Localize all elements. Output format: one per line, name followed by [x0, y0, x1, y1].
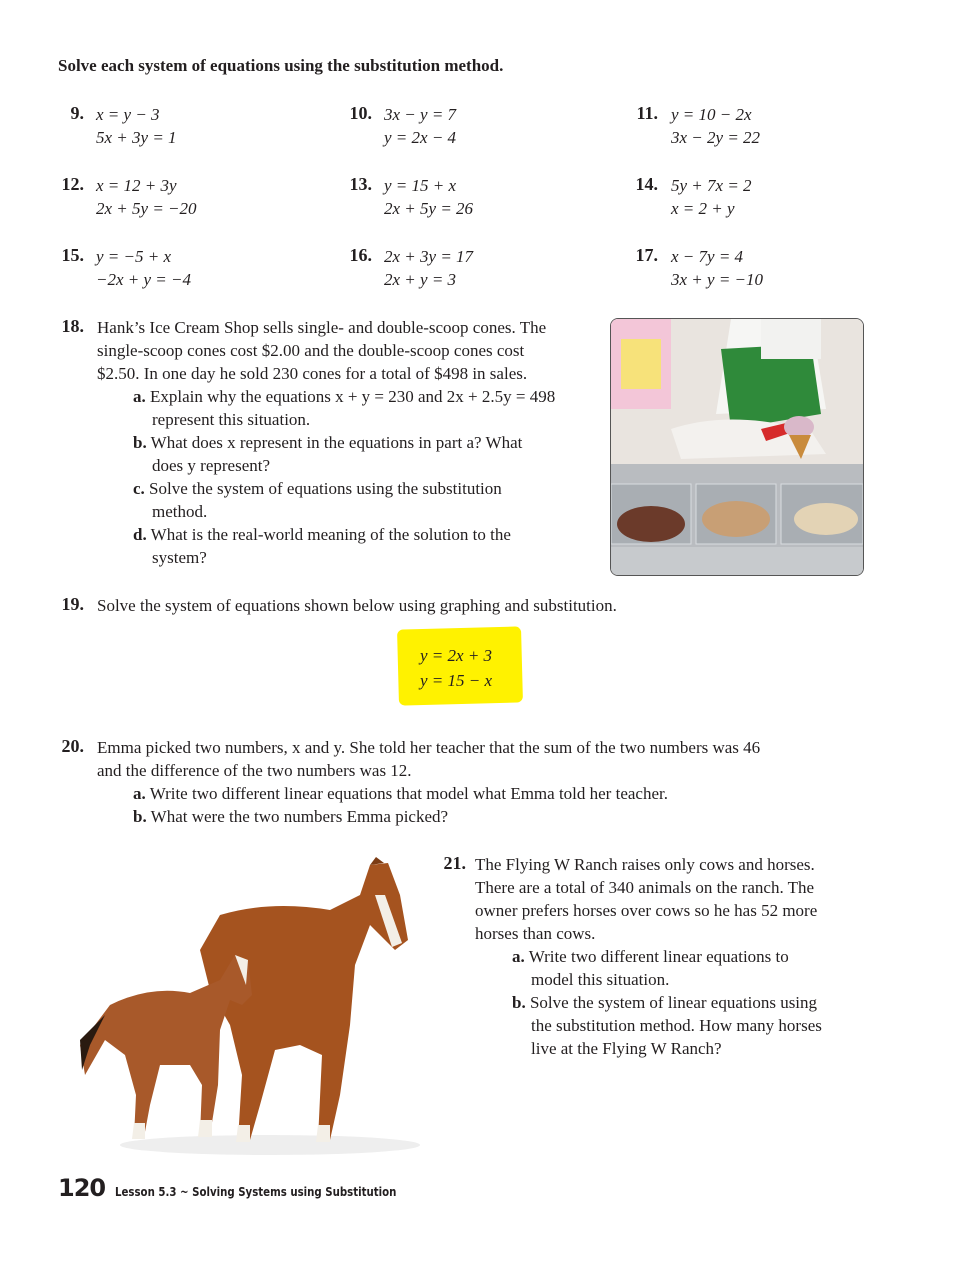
p20-part-b [133, 805, 448, 828]
p21-part-b [512, 991, 822, 1060]
problem-21-text [475, 853, 817, 945]
page-footer [58, 1174, 446, 1202]
problem-20-number: 20. [61, 736, 84, 756]
p18-part-a [133, 385, 555, 431]
p18-b-line-1: What does x represent in the equations in part a? What [150, 433, 523, 452]
p21-line-3: owner prefers horses over cows so he has 52 more [475, 901, 818, 920]
equation-line: 3x − y = 7 [384, 105, 457, 124]
problem-19-number: 19. [61, 594, 84, 614]
p18-d-line-1: What is the real-world meaning of the solution to the [150, 525, 511, 544]
equation-line: x = 12 + 3y [96, 176, 177, 195]
problem-18-text [97, 316, 546, 385]
equation-line: 2x + 5y = −20 [96, 199, 197, 218]
equation-line: y = 2x − 4 [384, 128, 457, 147]
p19-eq-1: y = 2x + 3 [420, 646, 493, 665]
problem-number: 14. [635, 174, 658, 194]
problem-20-text [97, 736, 760, 782]
equation-line: y = 10 − 2x [671, 105, 752, 124]
p18-a-line-1: Explain why the equations x + y = 230 and 2x + 2.5y = 498 [150, 387, 556, 406]
problem-18-number: 18. [61, 316, 84, 336]
instructions: Solve each system of equations using the substitution method. [58, 56, 504, 75]
problem-number: 12. [61, 174, 84, 194]
equation-system [671, 174, 752, 220]
problem-number: 15. [61, 245, 84, 265]
p21-b-line-1: Solve the system of linear equations using [529, 993, 818, 1012]
horse-and-foal-illustration [70, 855, 420, 1160]
equation-line: −2x + y = −4 [96, 270, 191, 289]
p21-b-line-3: live at the Flying W Ranch? [531, 1039, 722, 1058]
equation-system [384, 245, 473, 291]
p20-a-label: a. [133, 784, 146, 803]
equation-line: x = y − 3 [96, 105, 160, 124]
equation-line: 5y + 7x = 2 [671, 176, 752, 195]
equation-line: 5x + 3y = 1 [96, 128, 177, 147]
p18-b-label: b. [133, 433, 147, 452]
p21-line-2: There are a total of 340 animals on the ranch. The [475, 878, 815, 897]
p18-line-3: $2.50. In one day he sold 230 cones for a total of $498 in sales. [97, 364, 528, 383]
problem-number: 9. [70, 103, 84, 123]
p20-a-text: Write two different linear equations that model what Emma told her teacher. [149, 784, 668, 803]
p18-a-label: a. [133, 387, 146, 406]
equation-line: x = 2 + y [671, 199, 735, 218]
p18-d-line-2: system? [152, 548, 207, 567]
equation-line: x − 7y = 4 [671, 247, 744, 266]
equation-system [671, 245, 763, 291]
horses-photo [70, 855, 420, 1160]
p21-b-line-2: the substitution method. How many horses [531, 1016, 822, 1035]
p21-a-line-2: model this situation. [531, 970, 670, 989]
equation-system [96, 103, 177, 149]
p18-c-line-1: Solve the system of equations using the substitution [149, 479, 502, 498]
problem-number: 16. [349, 245, 372, 265]
p18-c-line-2: method. [152, 502, 208, 521]
equation-line: y = 15 + x [384, 176, 457, 195]
equation-system [384, 174, 473, 220]
p21-line-4: horses than cows. [475, 924, 596, 943]
p20-part-a [133, 782, 668, 805]
equation-system [96, 245, 191, 291]
p20-b-label: b. [133, 807, 147, 826]
p18-part-b [133, 431, 522, 477]
problem-19-text: Solve the system of equations shown below using graphing and substitution. [97, 596, 617, 615]
page-number: 120 [58, 1174, 106, 1202]
p18-line-2: single-scoop cones cost $2.00 and the double-scoop cones cost [97, 341, 525, 360]
p20-line-2: and the difference of the two numbers was 12. [97, 761, 412, 780]
lesson-title: Lesson 5.3 ~ Solving Systems using Substitution [115, 1185, 397, 1199]
ice-cream-shop-photo [610, 318, 864, 576]
problem-number: 17. [635, 245, 658, 265]
p18-c-label: c. [133, 479, 145, 498]
p18-part-d [133, 523, 511, 569]
p19-equations [420, 643, 492, 693]
equation-line: 2x + 5y = 26 [384, 199, 474, 218]
p20-b-text: What were the two numbers Emma picked? [150, 807, 449, 826]
p21-line-1: The Flying W Ranch raises only cows and horses. [475, 855, 815, 874]
problem-number: 13. [349, 174, 372, 194]
equation-line: 3x − 2y = 22 [671, 128, 761, 147]
problem-number: 10. [349, 103, 372, 123]
equation-system [671, 103, 760, 149]
p18-d-label: d. [133, 525, 147, 544]
p21-a-line-1: Write two different linear equations to [528, 947, 789, 966]
p21-b-label: b. [512, 993, 526, 1012]
equation-line: 3x + y = −10 [671, 270, 764, 289]
equation-line: 2x + 3y = 17 [384, 247, 474, 266]
p18-part-c [133, 477, 502, 523]
p18-b-line-2: does y represent? [152, 456, 271, 475]
p20-line-1: Emma picked two numbers, x and y. She told her teacher that the sum of the two numbers was 46 [97, 738, 761, 757]
ice-cream-illustration [611, 319, 863, 575]
equation-system [384, 103, 456, 149]
p18-a-line-2: represent this situation. [152, 410, 311, 429]
p21-a-label: a. [512, 947, 525, 966]
p19-eq-2: y = 15 − x [420, 671, 493, 690]
problem-21-number: 21. [443, 853, 466, 873]
p18-line-1: Hank’s Ice Cream Shop sells single- and double-scoop cones. The [97, 318, 547, 337]
equation-line: 2x + y = 3 [384, 270, 457, 289]
p21-part-a [512, 945, 789, 991]
problem-number: 11. [636, 103, 658, 123]
equation-system [96, 174, 197, 220]
equation-line: y = −5 + x [96, 247, 172, 266]
